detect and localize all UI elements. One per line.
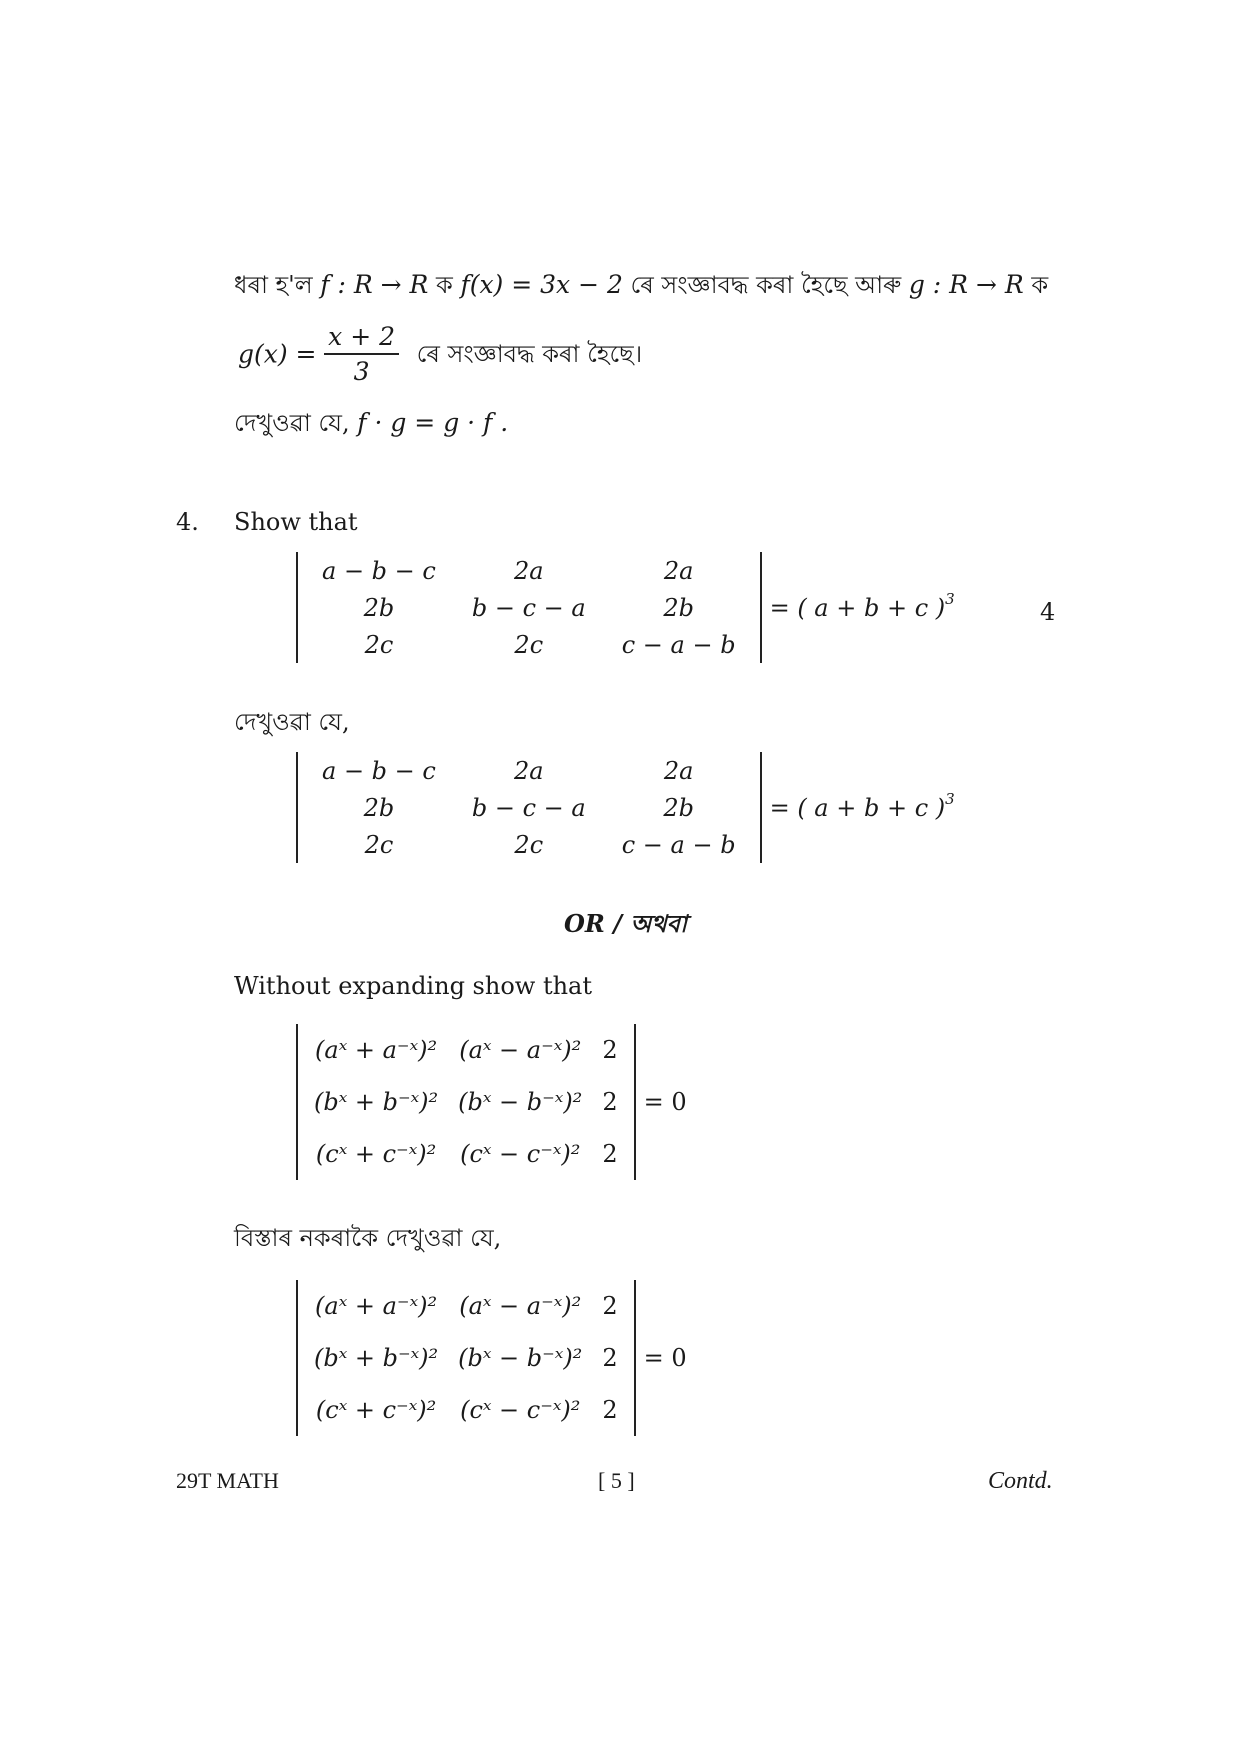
- matrix-cell: (aˣ + a⁻ˣ)²: [315, 1036, 438, 1064]
- or-separator: OR / অথবা: [564, 909, 687, 938]
- matrix-row: [304, 1280, 628, 1332]
- q3-text: ৰে সংজ্ঞাবদ্ধ কৰা হৈছে আৰু: [630, 271, 902, 299]
- matrix-cell: 2b: [363, 593, 395, 622]
- matrix-row: [304, 1128, 628, 1180]
- matrix-row: [304, 1024, 628, 1076]
- marks: 4: [1040, 598, 1056, 626]
- q3-assamese-line1: [234, 272, 1048, 297]
- determinant-rhs: = 0: [643, 1344, 687, 1372]
- question-prompt-english: Show that: [234, 508, 358, 536]
- determinant-matrix: [304, 552, 754, 663]
- question-prompt-assamese: দেখুওৱা যে,: [234, 708, 350, 736]
- q3-text: ক: [1031, 271, 1049, 299]
- fraction: [324, 324, 399, 384]
- matrix-cell: b − c − a: [471, 593, 586, 622]
- q3-math: g(x) =: [238, 339, 317, 369]
- matrix-cell: (bˣ − b⁻ˣ)²: [458, 1344, 583, 1372]
- determinant-bars: [296, 752, 762, 863]
- matrix-cell: a − b − c: [322, 756, 436, 785]
- matrix-cell: 2a: [663, 556, 694, 585]
- q3-math: f : R → R: [320, 270, 429, 299]
- matrix-cell: 2c: [364, 630, 394, 659]
- q3-math: f(x) = 3x − 2: [460, 270, 623, 299]
- fraction-denominator: 3: [353, 357, 370, 386]
- matrix-cell: a − b − c: [322, 556, 436, 585]
- rhs-base: = ( a + b + c ): [769, 593, 946, 622]
- q3-text: দেখুওৱা যে,: [234, 409, 350, 437]
- rhs-exponent: 3: [945, 789, 955, 808]
- matrix-cell: (bˣ + b⁻ˣ)²: [314, 1088, 439, 1116]
- determinant-matrix: [304, 1024, 628, 1180]
- page-number: [ 5 ]: [598, 1468, 635, 1493]
- determinant-rhs: = 0: [643, 1088, 687, 1116]
- matrix-cell: 2: [602, 1088, 618, 1116]
- alt-prompt-english: Without expanding show that: [234, 972, 593, 1000]
- matrix-cell: 2a: [663, 756, 694, 785]
- matrix-cell: c − a − b: [621, 830, 736, 859]
- determinant-bars: [296, 1280, 636, 1436]
- determinant-2: [296, 752, 955, 863]
- matrix-cell: 2b: [363, 793, 395, 822]
- matrix-cell: 2a: [514, 556, 544, 585]
- q3-assamese-line2: [238, 324, 642, 384]
- matrix-row: [304, 552, 754, 589]
- matrix-cell: (aˣ − a⁻ˣ)²: [459, 1036, 582, 1064]
- fraction-numerator: x + 2: [324, 324, 399, 355]
- q3-math: g : R → R: [908, 270, 1024, 299]
- matrix-cell: (aˣ + a⁻ˣ)²: [315, 1292, 438, 1320]
- q3-math: f · g = g · f .: [357, 408, 509, 437]
- matrix-row: [304, 826, 754, 863]
- determinant-bars: [296, 1024, 636, 1180]
- determinant-4: [296, 1280, 687, 1436]
- matrix-cell: 2a: [514, 756, 544, 785]
- matrix-cell: b − c − a: [471, 793, 586, 822]
- determinant-bars: [296, 552, 762, 663]
- rhs-base: = ( a + b + c ): [769, 793, 946, 822]
- q3-assamese-line3: [234, 410, 508, 435]
- determinant-1: [296, 552, 955, 663]
- rhs-exponent: 3: [945, 589, 955, 608]
- q3-text: ধৰা হ'ল: [234, 271, 313, 299]
- matrix-cell: (cˣ − c⁻ˣ)²: [460, 1140, 581, 1168]
- determinant-3: [296, 1024, 687, 1180]
- matrix-cell: (cˣ + c⁻ˣ)²: [315, 1140, 437, 1168]
- matrix-cell: 2: [602, 1036, 618, 1064]
- matrix-cell: c − a − b: [621, 630, 736, 659]
- alt-prompt-assamese: বিস্তাৰ নকৰাকৈ দেখুওৱা যে,: [234, 1224, 502, 1252]
- matrix-cell: (cˣ + c⁻ˣ)²: [315, 1396, 437, 1424]
- q3-text: ক: [436, 271, 453, 299]
- matrix-cell: 2c: [364, 830, 394, 859]
- matrix-cell: (bˣ − b⁻ˣ)²: [458, 1088, 583, 1116]
- matrix-row: [304, 752, 754, 789]
- matrix-cell: 2: [602, 1396, 618, 1424]
- matrix-cell: 2c: [514, 830, 544, 859]
- q3-text: ৰে সংজ্ঞাবদ্ধ কৰা হৈছে।: [416, 340, 643, 368]
- matrix-cell: 2c: [514, 630, 544, 659]
- matrix-cell: 2b: [663, 593, 694, 622]
- determinant-rhs: [769, 789, 955, 822]
- matrix-row: [304, 1332, 628, 1384]
- matrix-row: [304, 626, 754, 663]
- matrix-row: [304, 1076, 628, 1128]
- matrix-row: [304, 589, 754, 626]
- matrix-cell: 2: [602, 1344, 618, 1372]
- matrix-cell: 2: [602, 1292, 618, 1320]
- determinant-matrix: [304, 1280, 628, 1436]
- matrix-cell: (cˣ − c⁻ˣ)²: [460, 1396, 581, 1424]
- matrix-row: [304, 1384, 628, 1436]
- determinant-matrix: [304, 752, 754, 863]
- matrix-cell: (bˣ + b⁻ˣ)²: [314, 1344, 439, 1372]
- question-number: 4.: [176, 508, 199, 536]
- matrix-cell: 2b: [663, 793, 694, 822]
- matrix-row: [304, 789, 754, 826]
- paper-code: 29T MATH: [176, 1468, 279, 1493]
- matrix-cell: 2: [602, 1140, 618, 1168]
- matrix-cell: (aˣ − a⁻ˣ)²: [459, 1292, 582, 1320]
- contd-label: Contd.: [988, 1468, 1053, 1494]
- determinant-rhs: [769, 589, 955, 622]
